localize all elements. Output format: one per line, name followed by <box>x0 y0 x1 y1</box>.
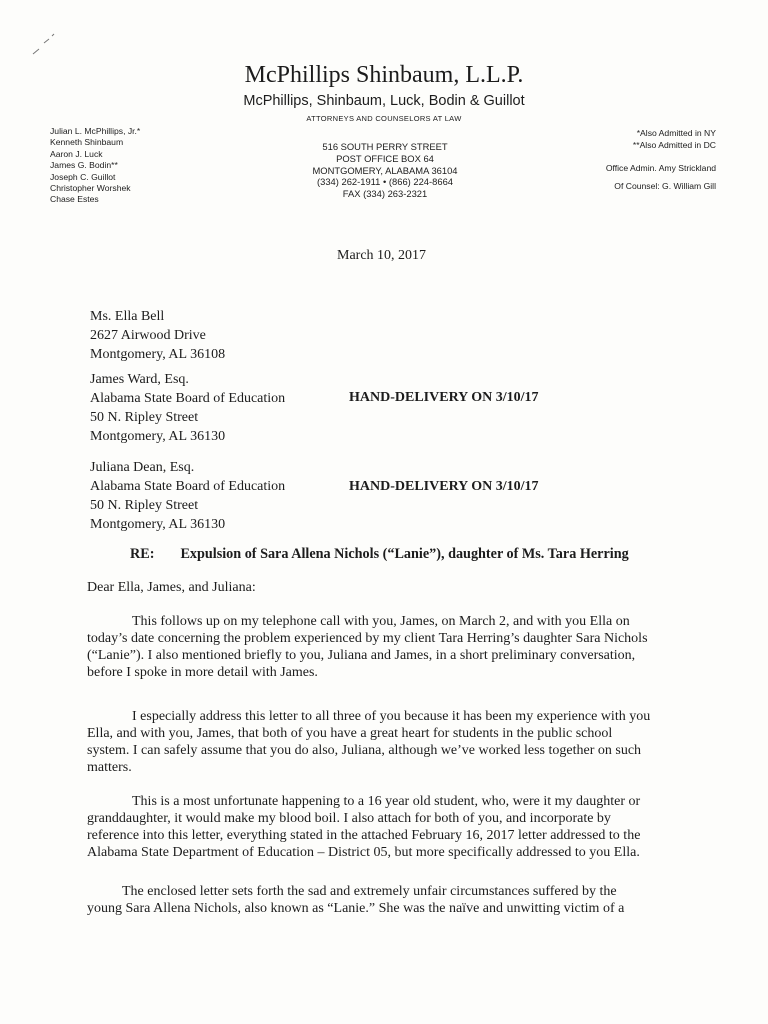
pen-mark-icon <box>30 32 60 57</box>
paragraph-line: Ella, and with you, James, that both of you have a great heart for students in the public school <box>87 726 613 741</box>
address-line: Montgomery, AL 36130 <box>90 429 226 444</box>
office-admin: Office Admin. Amy Strickland <box>605 163 716 174</box>
paragraph-line: matters. <box>87 760 132 775</box>
recipient-name: Ms. Ella Bell <box>90 309 165 324</box>
letter-date: March 10, 2017 <box>337 248 427 263</box>
recipient-name: James Ward, Esq. <box>90 372 189 387</box>
salutation: Dear Ella, James, and Juliana: <box>87 580 256 595</box>
paragraph-line: (“Lanie”). I also mentioned briefly to you, Juliana and James, in a short preliminary conversation, <box>87 648 636 663</box>
attorney-name: Joseph C. Guillot <box>50 171 116 182</box>
recipient-address <box>90 307 225 364</box>
address-line: 50 N. Ripley Street <box>90 498 199 513</box>
address-line: Montgomery, AL 36108 <box>90 347 226 362</box>
address-line: 2627 Airwood Drive <box>90 328 206 343</box>
address-line: Alabama State Board of Education <box>90 391 286 406</box>
address-line: Montgomery, AL 36130 <box>90 517 226 532</box>
subject-text: Expulsion of Sara Allena Nichols (“Lanie”), daughter of Ms. Tara Herring <box>180 546 629 562</box>
recipient-name: Juliana Dean, Esq. <box>90 460 195 475</box>
paragraph-line: before I spoke in more detail with James. <box>87 665 318 680</box>
recipient-address <box>90 370 285 446</box>
body-paragraph <box>87 613 647 681</box>
attorney-name: Chase Estes <box>50 194 99 205</box>
address-line: Alabama State Board of Education <box>90 479 286 494</box>
firm-full-name: McPhillips, Shinbaum, Luck, Bodin & Guillot <box>243 93 525 109</box>
body-paragraph <box>87 883 647 917</box>
paragraph-line: This is a most unfortunate happening to a 16 year old student, who, were it my daughter or <box>132 794 641 809</box>
paragraph-line: granddaughter, it would make my blood boil. I also attach for both of you, and incorporate by <box>87 811 611 826</box>
hand-delivery-note: HAND-DELIVERY ON 3/10/17 <box>349 390 539 405</box>
paragraph-line: system. I can safely assume that you do also, Juliana, although we’ve worked less together on such <box>87 743 642 758</box>
phone-line: (334) 262-1911 • (866) 224-8664 <box>316 176 453 188</box>
attorney-list <box>50 126 140 206</box>
paragraph-line: young Sara Allena Nichols, also known as “Lanie.” She was the naïve and unwitting victim of a <box>87 901 625 916</box>
paragraph-line: The enclosed letter sets forth the sad and extremely unfair circumstances suffered by the <box>122 884 617 899</box>
address-line: POST OFFICE BOX 64 <box>336 152 434 164</box>
subject-label: RE: <box>130 546 155 562</box>
body-paragraph <box>87 793 647 861</box>
body-paragraph <box>87 708 651 776</box>
paragraph-line: Alabama State Department of Education – District 05, but more specifically addressed to you Ella. <box>87 845 640 860</box>
firm-name: McPhillips Shinbaum, L.L.P. <box>244 62 524 88</box>
firm-notes <box>586 128 716 192</box>
firm-tagline: ATTORNEYS AND COUNSELORS AT LAW <box>306 114 462 123</box>
address-line: 516 SOUTH PERRY STREET <box>322 141 448 152</box>
address-line: 50 N. Ripley Street <box>90 410 199 425</box>
firm-address <box>300 141 470 200</box>
hand-delivery-note: HAND-DELIVERY ON 3/10/17 <box>349 479 539 494</box>
attorney-name: Christopher Worshek <box>50 183 131 194</box>
paragraph-line: today’s date concerning the problem experienced by my client Tara Herring’s daughter Sara Nichols <box>87 631 648 646</box>
admission-note: *Also Admitted in NY <box>636 128 716 138</box>
subject-line <box>130 546 629 563</box>
address-line: MONTGOMERY, ALABAMA 36104 <box>312 164 458 176</box>
attorney-name: James G. Bodin** <box>50 160 118 171</box>
paragraph-line: This follows up on my telephone call with you, James, on March 2, and with you Ella on <box>132 614 630 629</box>
paragraph-line: I especially address this letter to all three of you because it has been my experience with you <box>132 709 651 724</box>
paragraph-line: reference into this letter, everything stated in the attached February 16, 2017 letter addressed to the <box>87 828 641 843</box>
attorney-name: Aaron J. Luck <box>50 148 103 159</box>
fax-line: FAX (334) 263-2321 <box>342 188 428 200</box>
attorney-name: Julian L. McPhillips, Jr.* <box>50 126 141 136</box>
of-counsel: Of Counsel: G. William Gill <box>614 180 716 191</box>
attorney-name: Kenneth Shinbaum <box>50 137 124 148</box>
admission-note: **Also Admitted in DC <box>632 139 716 150</box>
recipient-address <box>90 458 285 534</box>
